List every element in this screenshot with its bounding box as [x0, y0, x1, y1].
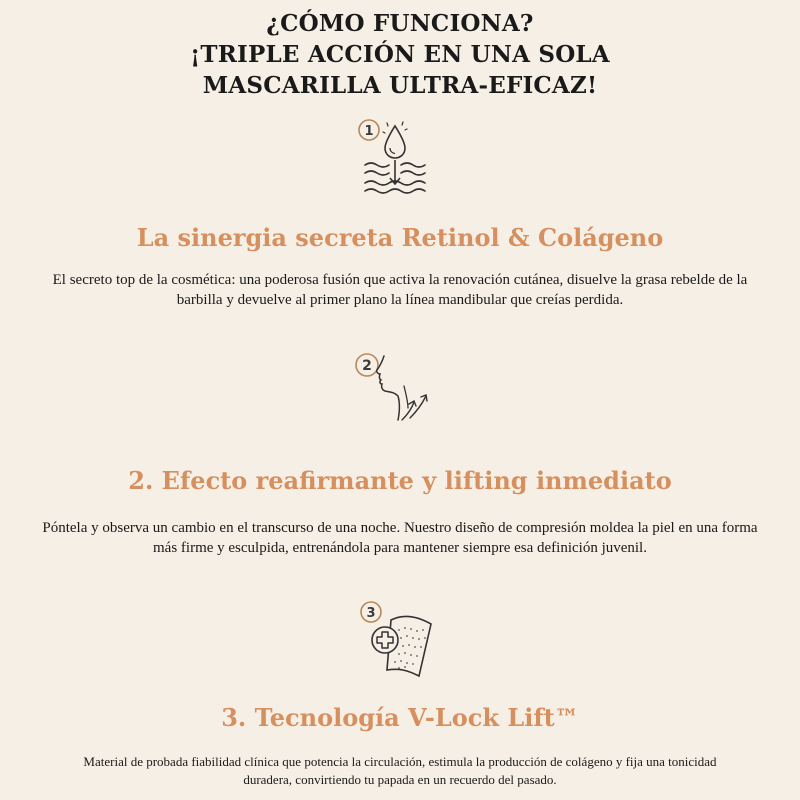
step-3-number: 3: [366, 606, 376, 621]
step-2-title: 2. Efecto reafirmante y lifting inmediato: [128, 466, 672, 495]
step-1-number: 1: [364, 124, 374, 139]
header-line-1: ¿CÓMO FUNCIONA?: [266, 10, 534, 37]
step-3-description: Material de probada fiabilidad clínica que potencia la circulación, estimula la producción de colágeno y fija una tonicidad duradera, convirtiendo tu papada en un recuerdo del pasado.: [83, 754, 717, 787]
step-1-description: El secreto top de la cosmética: una poderosa fusión que activa la renovación cutánea, disuelve la grasa rebelde de la barbilla y devuelve al primer plano la línea mandibular que creías perdida.: [52, 272, 748, 308]
page-header: [0, 8, 800, 101]
step-3-title: 3. Tecnología V-Lock Lift™: [221, 703, 579, 732]
step-1-title: La sinergia secreta Retinol & Colágeno: [136, 223, 664, 252]
water-drop-skin-icon: [355, 115, 440, 195]
header-line-3: MASCARILLA ULTRA-EFICAZ!: [202, 72, 598, 99]
face-profile-lift-icon: [352, 348, 442, 428]
mask-patch-medical-icon: [355, 598, 445, 683]
step-2-description: Póntela y observa un cambio en el transcurso de una noche. Nuestro diseño de compresión moldea la piel en una forma más firme y esculpida, entrenándola para mantener siempre esa definición juvenil.: [42, 520, 758, 556]
step-2-number: 2: [362, 358, 372, 374]
header-line-2: ¡TRIPLE ACCIÓN EN UNA SOLA: [190, 41, 610, 68]
